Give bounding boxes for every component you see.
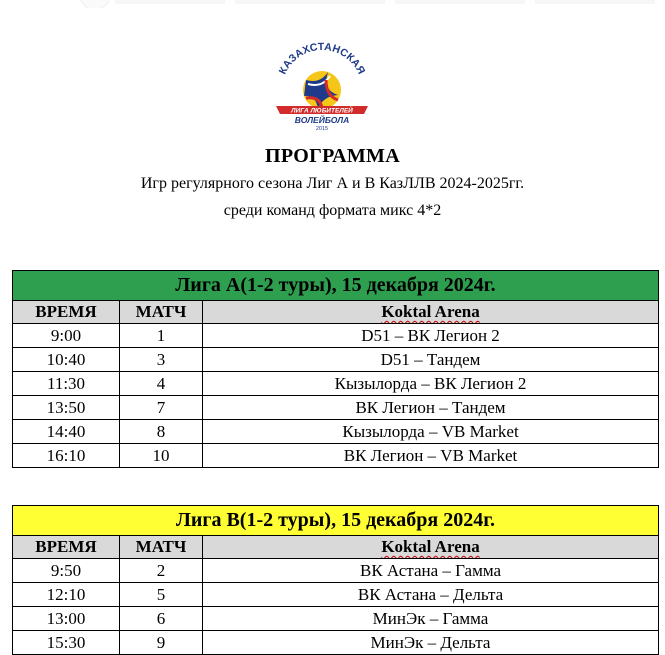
table-row [13, 396, 659, 420]
table-row [13, 607, 659, 631]
league-logo [268, 40, 376, 132]
logo-bottom-text: ВОЛЕЙБОЛА [294, 115, 350, 125]
col-venue-header [203, 536, 659, 559]
match-number: 5 [120, 583, 203, 607]
table-row [13, 631, 659, 655]
league-b-title: Лига В(1-2 туры), 15 декабря 2024г. [13, 506, 659, 536]
match-time: 13:50 [13, 396, 120, 420]
match-number: 10 [120, 444, 203, 468]
match-number: 9 [120, 631, 203, 655]
table-row [13, 444, 659, 468]
volleyball-icon [303, 71, 341, 109]
league-title-row [13, 271, 659, 301]
match-teams: ВК Легион – VB Market [203, 444, 659, 468]
match-teams: МинЭк – Дельта [203, 631, 659, 655]
league-b-schedule-table [12, 505, 659, 655]
logo-ribbon-text: ЛИГА ЛЮБИТЕЛЕЙ [291, 107, 353, 115]
match-number: 2 [120, 559, 203, 583]
match-teams: ВК Астана – Дельта [203, 583, 659, 607]
col-venue-header [203, 301, 659, 324]
match-number: 8 [120, 420, 203, 444]
match-time: 13:00 [13, 607, 120, 631]
match-time: 10:40 [13, 348, 120, 372]
league-a-schedule-table [12, 270, 659, 468]
table-header-row [13, 301, 659, 324]
match-teams: ВК Астана – Гамма [203, 559, 659, 583]
col-time-header: ВРЕМЯ [13, 301, 120, 324]
logo-arc-text: КАЗАХСТАНСКАЯ [276, 40, 368, 77]
league-title-row [13, 506, 659, 536]
col-match-header: МАТЧ [120, 301, 203, 324]
match-teams: ВК Легион – Тандем [203, 396, 659, 420]
match-number: 4 [120, 372, 203, 396]
match-time: 12:10 [13, 583, 120, 607]
table-row [13, 420, 659, 444]
table-row [13, 324, 659, 348]
match-teams: МинЭк – Гамма [203, 607, 659, 631]
page-title: ПРОГРАММА [265, 145, 400, 167]
match-time: 16:10 [13, 444, 120, 468]
match-teams: Кызылорда – VB Market [203, 420, 659, 444]
venue-name: Koktal Arena [381, 302, 480, 321]
subtitle-season: Игр регулярного сезона Лиг А и В КазЛЛВ 2024-2025гг. [140, 175, 525, 192]
table-header-row [13, 536, 659, 559]
subtitle-format: среди команд формата микс 4*2 [223, 202, 442, 219]
match-teams: Кызылорда – ВК Легион 2 [203, 372, 659, 396]
match-time: 9:00 [13, 324, 120, 348]
match-number: 3 [120, 348, 203, 372]
match-time: 15:30 [13, 631, 120, 655]
table-row [13, 372, 659, 396]
venue-name: Koktal Arena [381, 537, 480, 556]
match-time: 11:30 [13, 372, 120, 396]
col-time-header: ВРЕМЯ [13, 536, 120, 559]
table-row [13, 559, 659, 583]
match-teams: D51 – ВК Легион 2 [203, 324, 659, 348]
match-teams: D51 – Тандем [203, 348, 659, 372]
match-number: 6 [120, 607, 203, 631]
logo-year: 2015 [315, 126, 329, 132]
match-number: 1 [120, 324, 203, 348]
match-time: 9:50 [13, 559, 120, 583]
table-row [13, 348, 659, 372]
match-number: 7 [120, 396, 203, 420]
league-a-title: Лига А(1-2 туры), 15 декабря 2024г. [13, 271, 659, 301]
table-row [13, 583, 659, 607]
col-match-header: МАТЧ [120, 536, 203, 559]
faint-top-artifact [75, 0, 660, 8]
match-time: 14:40 [13, 420, 120, 444]
